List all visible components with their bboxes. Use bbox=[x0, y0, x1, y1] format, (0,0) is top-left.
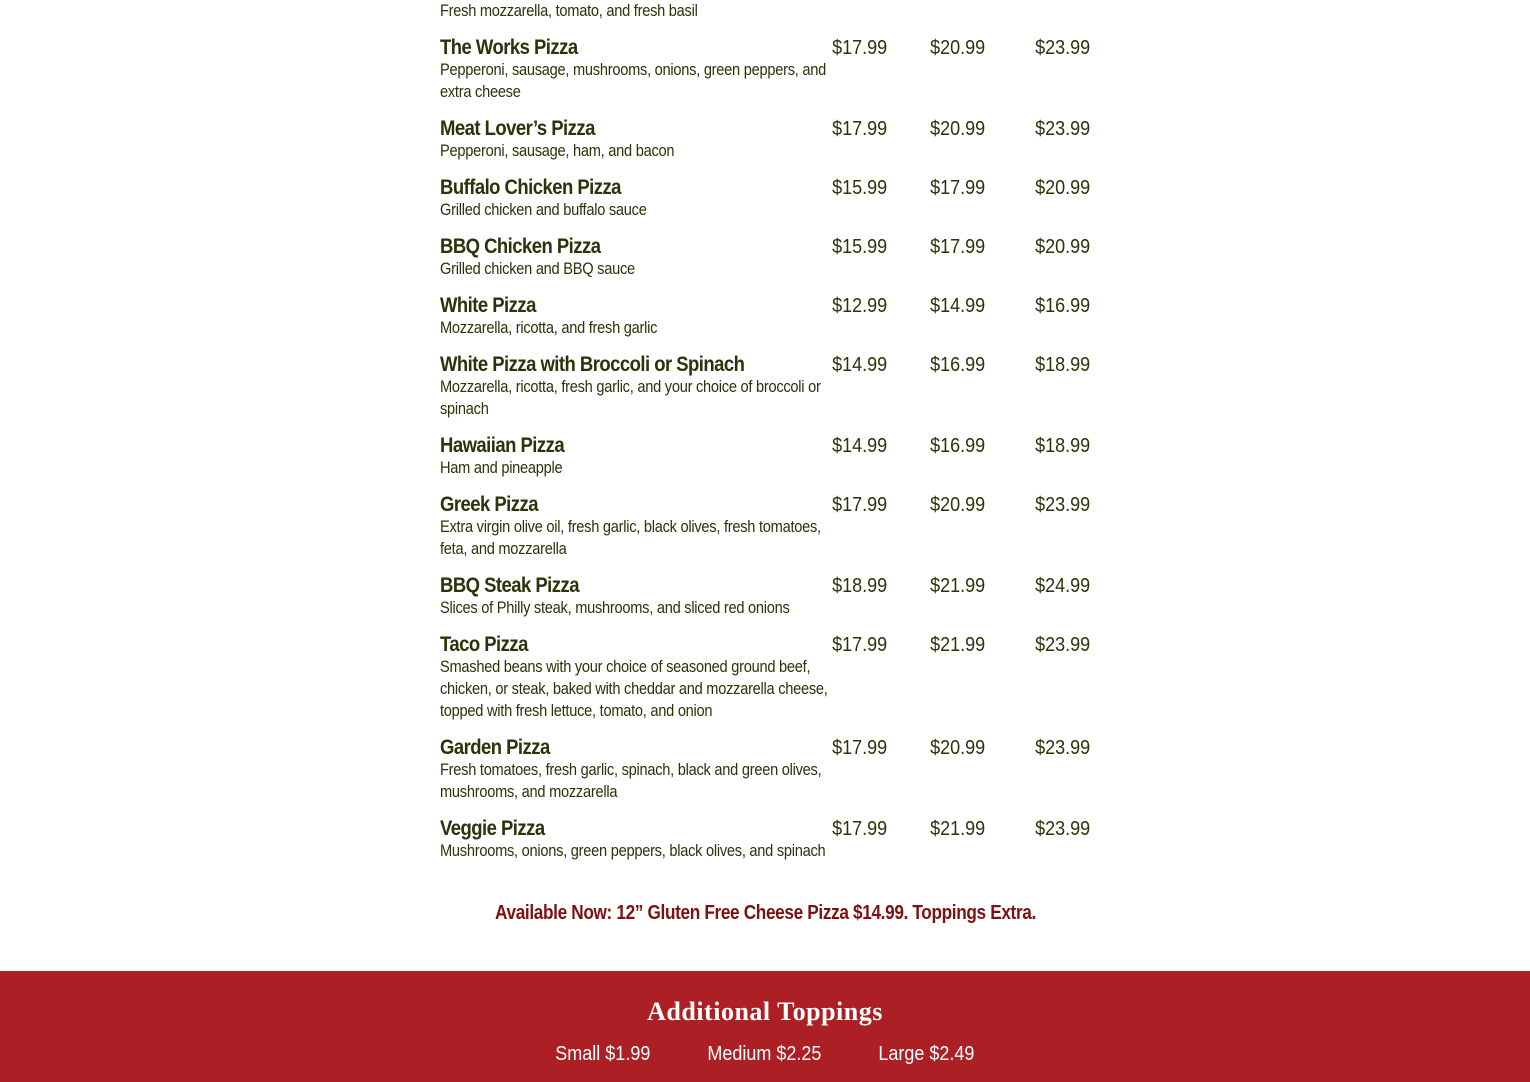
price-medium: $16.99 bbox=[929, 354, 985, 376]
price-large: $20.99 bbox=[1034, 236, 1090, 258]
price-large: $23.99 bbox=[1034, 118, 1090, 140]
price-large: $23.99 bbox=[1034, 818, 1090, 840]
menu-item bbox=[440, 634, 1100, 722]
menu-item-name: Greek Pizza bbox=[440, 493, 538, 516]
price-large: $18.99 bbox=[1034, 435, 1090, 457]
menu-item-name: BBQ Steak Pizza bbox=[440, 574, 579, 597]
menu-item bbox=[440, 295, 1100, 339]
menu-item-name: Hawaiian Pizza bbox=[440, 434, 565, 457]
price-small: $14.99 bbox=[831, 435, 887, 457]
toppings-price-small: Small $1.99 bbox=[555, 1043, 651, 1065]
price-large: $23.99 bbox=[1034, 494, 1090, 516]
menu-item bbox=[440, 236, 1100, 280]
menu-item-prices bbox=[820, 354, 1090, 376]
price-medium: $21.99 bbox=[929, 575, 985, 597]
price-small: $14.99 bbox=[831, 354, 887, 376]
menu-item-description: Fresh mozzarella, tomato, and fresh basil bbox=[440, 1, 698, 20]
price-small: $17.99 bbox=[831, 634, 887, 656]
price-small: $18.99 bbox=[831, 575, 887, 597]
menu-item bbox=[440, 354, 1100, 420]
menu-item-prices bbox=[820, 575, 1090, 597]
menu-item-description: Slices of Philly steak, mushrooms, and sliced red onions bbox=[440, 598, 790, 617]
menu-item-description: Pepperoni, sausage, mushrooms, onions, green peppers, and extra cheese bbox=[440, 60, 826, 101]
price-large: $20.99 bbox=[1034, 177, 1090, 199]
price-small: $15.99 bbox=[831, 236, 887, 258]
menu-item-description: Ham and pineapple bbox=[440, 458, 563, 477]
price-medium: $16.99 bbox=[929, 435, 985, 457]
menu-item-prices bbox=[820, 435, 1090, 457]
toppings-title: Additional Toppings bbox=[647, 997, 883, 1026]
price-medium: $14.99 bbox=[929, 295, 985, 317]
menu-item bbox=[440, 575, 1100, 619]
menu-item-description: Mozzarella, ricotta, fresh garlic, and your choice of broccoli or spinach bbox=[440, 377, 821, 418]
menu-item-name: Meat Lover’s Pizza bbox=[440, 117, 595, 140]
menu-item-name: BBQ Chicken Pizza bbox=[440, 235, 601, 258]
menu-item-name: Garden Pizza bbox=[440, 736, 550, 759]
menu-item-prices bbox=[820, 236, 1090, 258]
price-small: $12.99 bbox=[831, 295, 887, 317]
menu-item-description: Smashed beans with your choice of seasoned ground beef, chicken, or steak, baked with cheddar and mozzarella cheese, topped with fresh lettuce, tomato, and onion bbox=[440, 657, 828, 720]
price-medium: $20.99 bbox=[929, 494, 985, 516]
menu-item-prices bbox=[820, 494, 1090, 516]
menu-item bbox=[440, 737, 1100, 803]
menu-item-prices bbox=[820, 118, 1090, 140]
pizza-menu-list bbox=[440, 0, 1100, 877]
price-small: $17.99 bbox=[831, 37, 887, 59]
menu-item-name: White Pizza with Broccoli or Spinach bbox=[440, 353, 745, 376]
gluten-free-notice bbox=[0, 902, 1530, 925]
price-medium: $20.99 bbox=[929, 37, 985, 59]
menu-item-prices bbox=[820, 737, 1090, 759]
menu-item-description: Mushrooms, onions, green peppers, black olives, and spinach bbox=[440, 841, 826, 860]
menu-item-prices bbox=[820, 818, 1090, 840]
price-medium: $17.99 bbox=[929, 177, 985, 199]
menu-item bbox=[440, 0, 1100, 22]
menu-item-description: Pepperoni, sausage, ham, and bacon bbox=[440, 141, 675, 160]
menu-item bbox=[440, 435, 1100, 479]
additional-toppings-section bbox=[0, 971, 1530, 1082]
menu-item-prices bbox=[820, 295, 1090, 317]
toppings-price-medium: Medium $2.25 bbox=[707, 1043, 822, 1065]
menu-item bbox=[440, 494, 1100, 560]
menu-item bbox=[440, 177, 1100, 221]
menu-item-name: Buffalo Chicken Pizza bbox=[440, 176, 621, 199]
toppings-prices bbox=[0, 1043, 1530, 1066]
price-small: $15.99 bbox=[831, 177, 887, 199]
price-small: $17.99 bbox=[831, 494, 887, 516]
menu-item-prices bbox=[820, 634, 1090, 656]
price-medium: $20.99 bbox=[929, 118, 985, 140]
price-large: $24.99 bbox=[1034, 575, 1090, 597]
menu-item-name: White Pizza bbox=[440, 294, 536, 317]
price-medium: $20.99 bbox=[929, 737, 985, 759]
price-large: $23.99 bbox=[1034, 37, 1090, 59]
menu-item-description: Grilled chicken and BBQ sauce bbox=[440, 259, 635, 278]
price-small: $17.99 bbox=[831, 737, 887, 759]
menu-item-name: Veggie Pizza bbox=[440, 817, 545, 840]
menu-item bbox=[440, 37, 1100, 103]
menu-item-name: The Works Pizza bbox=[440, 36, 578, 59]
price-medium: $21.99 bbox=[929, 634, 985, 656]
price-large: $23.99 bbox=[1034, 634, 1090, 656]
menu-item-name: Taco Pizza bbox=[440, 633, 528, 656]
menu-item-description: Extra virgin olive oil, fresh garlic, black olives, fresh tomatoes, feta, and mozzarella bbox=[440, 517, 821, 558]
price-small: $17.99 bbox=[831, 118, 887, 140]
price-medium: $21.99 bbox=[929, 818, 985, 840]
menu-item-description: Grilled chicken and buffalo sauce bbox=[440, 200, 647, 219]
menu-item bbox=[440, 818, 1100, 862]
price-medium: $17.99 bbox=[929, 236, 985, 258]
toppings-price-large: Large $2.49 bbox=[878, 1043, 975, 1065]
price-large: $18.99 bbox=[1034, 354, 1090, 376]
gluten-free-notice-text: Available Now: 12” Gluten Free Cheese Pizza $14.99. Toppings Extra. bbox=[494, 902, 1036, 924]
menu-item-description: Mozzarella, ricotta, and fresh garlic bbox=[440, 318, 658, 337]
menu-item-prices bbox=[820, 37, 1090, 59]
price-small: $17.99 bbox=[831, 818, 887, 840]
menu-item bbox=[440, 118, 1100, 162]
price-large: $16.99 bbox=[1034, 295, 1090, 317]
menu-item-prices bbox=[820, 177, 1090, 199]
menu-item-description: Fresh tomatoes, fresh garlic, spinach, black and green olives, mushrooms, and mozzarella bbox=[440, 760, 822, 801]
price-large: $23.99 bbox=[1034, 737, 1090, 759]
